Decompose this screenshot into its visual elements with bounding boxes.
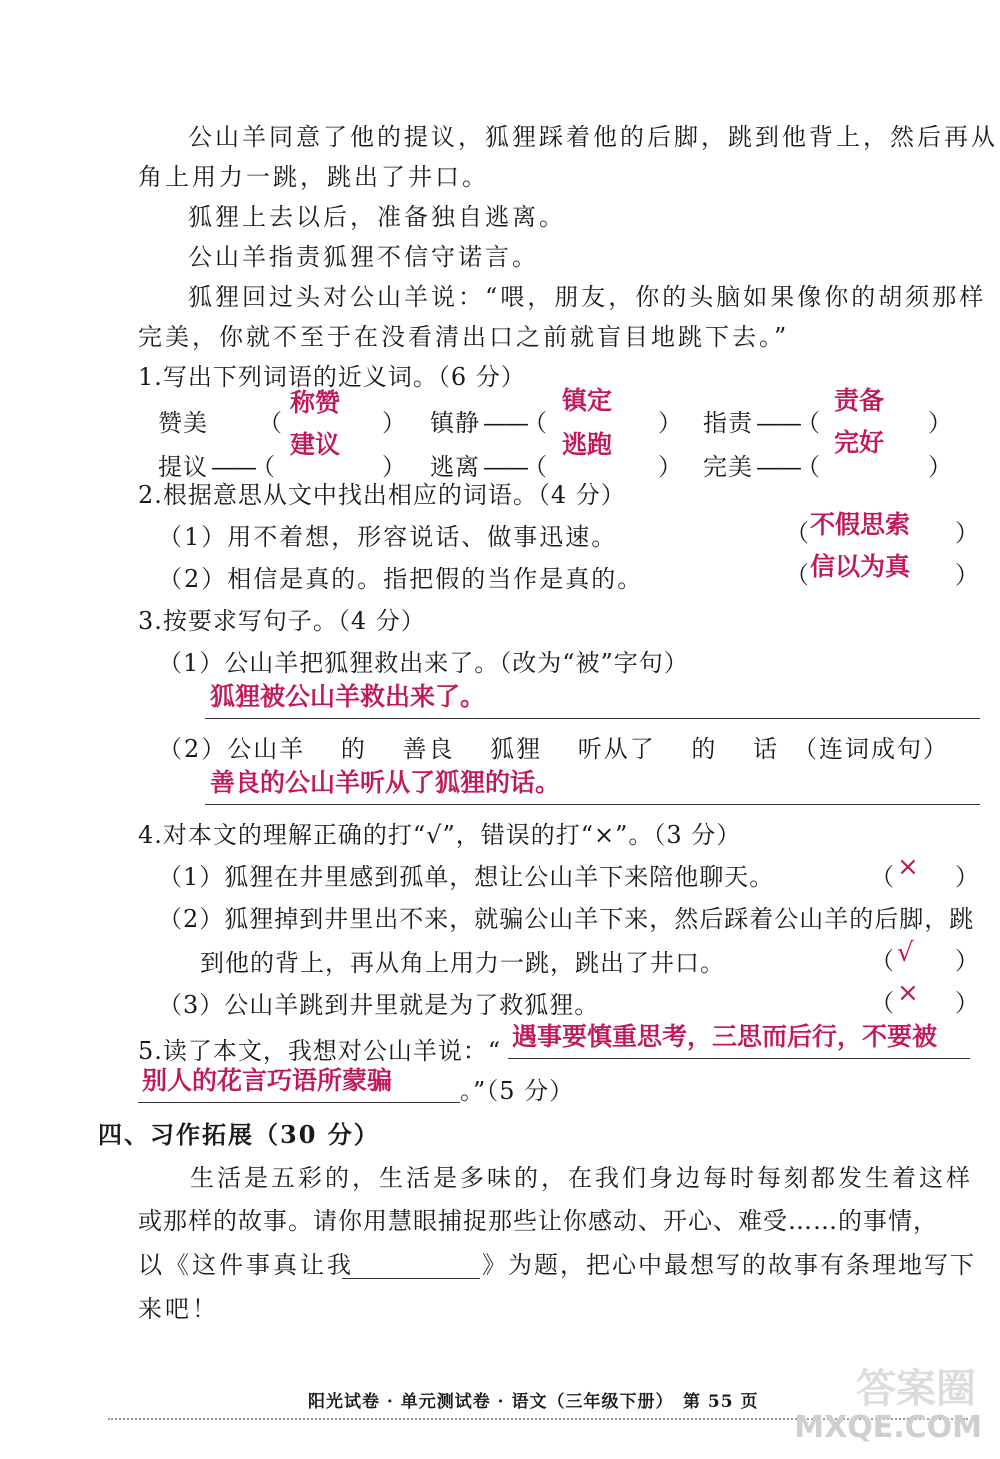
story-line: 狐狸回过头对公山羊说：“喂，朋友，你的头脑如果像你的胡须那样 xyxy=(188,283,987,311)
question-5-answer: 遇事要慎重思考，三思而后行，不要被 xyxy=(512,1022,938,1051)
synonym-dash: —— xyxy=(756,409,800,437)
cross-mark: × xyxy=(897,978,919,1008)
question-2-answer: 信以为真 xyxy=(810,552,911,581)
paren-open: （ xyxy=(258,409,285,437)
essay-prompt-line: 生活是五彩的，生活是多味的，在我们身边每时每刻都发生着这样 xyxy=(190,1164,973,1192)
paren-close: ） xyxy=(382,409,409,437)
question-4-prompt: 4.对本文的理解正确的打“√”，错误的打“×”。（3 分） xyxy=(138,821,742,849)
check-mark: √ xyxy=(897,938,914,968)
question-2-item: （2）相信是真的。指把假的当作是真的。 xyxy=(158,565,644,593)
paren-open: （ xyxy=(870,863,897,891)
story-line: 公山羊指责狐狸不信守诺言。 xyxy=(188,243,539,271)
paren-open: （ xyxy=(785,519,812,547)
synonym-word: 提议 xyxy=(158,453,208,481)
question-4-item: （2）狐狸掉到井里出不来，就骗公山羊下来，然后踩着公山羊的后脚，跳 xyxy=(158,905,975,933)
story-line: 角上用力一跳，跳出了井口。 xyxy=(138,163,489,191)
paren-close: ） xyxy=(928,453,955,481)
synonym-word: 指责 xyxy=(703,409,753,437)
question-5-tail: 。”（5 分） xyxy=(460,1077,575,1105)
question-5-answer: 别人的花言巧语所蒙骗 xyxy=(142,1066,393,1095)
paren-close: ） xyxy=(955,947,982,975)
synonym-answer: 建议 xyxy=(290,430,341,459)
question-2-item: （1）用不着想，形容说话、做事迅速。 xyxy=(158,523,618,551)
paren-close: ） xyxy=(382,453,409,481)
question-1-prompt: 1.写出下列词语的近义词。（6 分） xyxy=(138,363,526,391)
paren-open: （ xyxy=(523,409,550,437)
answer-line xyxy=(138,1102,460,1103)
watermark-url: MXQE.COM xyxy=(794,1410,982,1445)
paren-open: （ xyxy=(785,561,812,589)
paren-close: ） xyxy=(955,561,982,589)
synonym-dash: —— xyxy=(211,453,255,481)
essay-prompt-line: 或那样的故事。请你用慧眼捕捉那些让你感动、开心、难受……的事情， xyxy=(138,1207,938,1235)
answer-line xyxy=(508,1058,970,1059)
paren-open: （ xyxy=(251,453,278,481)
answer-line xyxy=(205,718,980,719)
synonym-word: 镇静 xyxy=(430,409,480,437)
paren-open: （ xyxy=(796,409,823,437)
story-line: 狐狸上去以后，准备独自逃离。 xyxy=(188,203,566,231)
synonym-dash: —— xyxy=(483,409,527,437)
cross-mark: × xyxy=(897,852,919,882)
paren-close: ） xyxy=(928,409,955,437)
synonym-word: 逃离 xyxy=(430,453,480,481)
answer-line xyxy=(205,804,980,805)
synonym-answer: 责备 xyxy=(834,386,885,415)
paren-close: ） xyxy=(955,519,982,547)
essay-prompt-line: 》为题，把心中最想写的故事有条理地写下 xyxy=(482,1251,976,1279)
synonym-answer: 镇定 xyxy=(562,386,613,415)
question-2-prompt: 2.根据意思从文中找出相应的词语。（4 分） xyxy=(138,481,626,509)
question-3-answer: 善良的公山羊听从了狐狸的话。 xyxy=(210,768,561,797)
synonym-word: 赞美 xyxy=(158,409,208,437)
paren-close: ） xyxy=(955,863,982,891)
paren-close: ） xyxy=(658,453,685,481)
question-4-item: 到他的背上，再从角上用力一跳，跳出了井口。 xyxy=(200,949,725,977)
synonym-dash: —— xyxy=(756,453,800,481)
synonym-answer: 称赞 xyxy=(290,388,341,417)
page-footer: 阳光试卷 · 单元测试卷 · 语文（三年级下册） 第 55 页 xyxy=(300,1390,767,1414)
question-3-item: （2）公山羊 的 善良 狐狸 听从了 的 话 （连词成句） xyxy=(158,735,950,763)
synonym-word: 完美 xyxy=(703,453,753,481)
synonym-answer: 完好 xyxy=(834,428,885,457)
paren-close: ） xyxy=(658,409,685,437)
story-line: 公山羊同意了他的提议，狐狸踩着他的后脚，跳到他背上，然后再从 xyxy=(188,123,998,151)
essay-prompt-line: 以《这件事真让我 xyxy=(138,1251,354,1279)
section-title: 四、习作拓展（30 分） xyxy=(98,1120,380,1149)
paren-close: ） xyxy=(955,989,982,1017)
story-line: 完美，你就不至于在没看清出口之前就盲目地跳下去。” xyxy=(138,323,790,351)
essay-prompt-line: 来吧！ xyxy=(138,1295,219,1323)
synonym-answer: 逃跑 xyxy=(562,430,613,459)
paren-open: （ xyxy=(796,453,823,481)
paren-open: （ xyxy=(870,989,897,1017)
paren-open: （ xyxy=(870,947,897,975)
question-3-answer: 狐狸被公山羊救出来了。 xyxy=(210,682,486,711)
question-5-prompt: 5.读了本文，我想对公山羊说：“ xyxy=(138,1037,502,1065)
paren-open: （ xyxy=(523,453,550,481)
question-3-item: （1）公山羊把狐狸救出来了。（改为“被”字句） xyxy=(158,649,689,677)
synonym-dash: —— xyxy=(483,453,527,481)
question-4-item: （3）公山羊跳到井里就是为了救狐狸。 xyxy=(158,991,600,1019)
title-blank xyxy=(342,1278,480,1279)
question-4-item: （1）狐狸在井里感到孤单，想让公山羊下来陪他聊天。 xyxy=(158,863,775,891)
watermark-logo: 答案圈 xyxy=(856,1366,976,1412)
question-3-prompt: 3.按要求写句子。（4 分） xyxy=(138,607,426,635)
question-2-answer: 不假思索 xyxy=(810,510,911,539)
